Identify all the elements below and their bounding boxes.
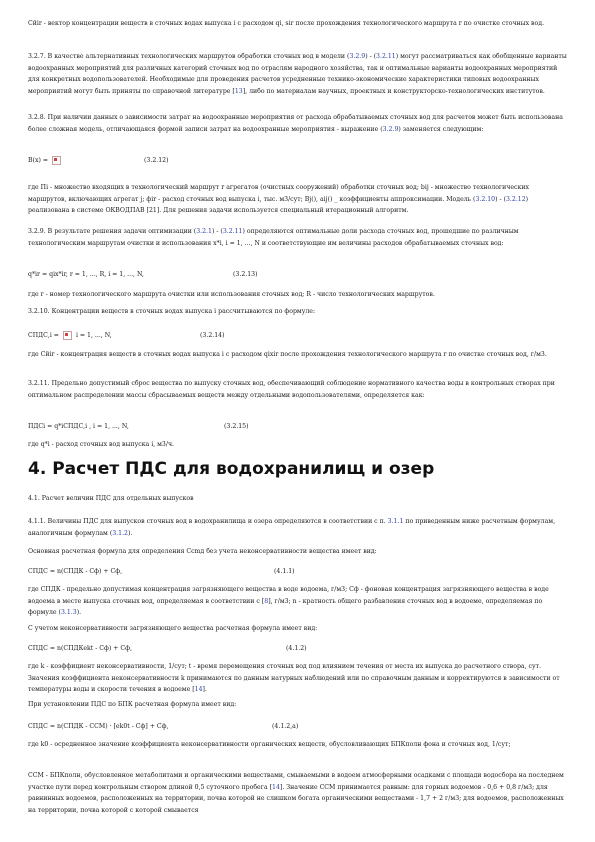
link-formula-3-2-9-b[interactable]: 3.2.9 [382, 125, 399, 133]
paragraph-3-2-8: 3.2.8. При наличии данных о зависимости затрат на водоохранные мероприятия от расхода обрабатываемых сточных вод для расчетов может быть использована более сложная модель, отличающаяся формой записи затрат на водоохранные мероприятия - выражение (3.2.9) заменяется следующим: [28, 114, 563, 133]
link-formula-3-2-12[interactable]: 3.2.12 [505, 195, 526, 203]
link-formula-3-2-10[interactable]: 3.2.10 [475, 195, 496, 203]
paragraph-k-coefficient: где k - коэффициент неконсервативности, 1/сут; t - время перемещения сточных вод под влиянием течения от места их выпуска до расчетного створа, сут. Значения коэффициента неконсервативности k принимаются по данным натурных наблюдений или по справочным данным и корректируются в зависимости от температуры воды и скорости течения в водоеме [14]. [28, 663, 560, 694]
equation-3-2-15: ПДСi = q*iСПДС,i , i = 1, ..., N, (3.2.15) [28, 423, 249, 430]
paragraph-bpk-intro: При установлении ПДС по БПК расчетная формула имеет вид: [28, 701, 237, 708]
paragraph-3-2-11: 3.2.11. Предельно допустимый сброс вещества по выпуску сточных вод, обеспечивающий соблюдение нормативного качества воды в контрольных створах при оптимальном распределении массы сбрасываемых веществ между отдельными водопользователями, определяется как: [28, 380, 555, 399]
section-heading-4: 4. Расчет ПДС для водохранилищ и озер [28, 459, 435, 479]
link-formula-3-1-2[interactable]: 3.1.2 [112, 529, 128, 537]
paragraph-nonconservative-intro: С учетом неконсервативности загрязняющего вещества расчетная формула имеет вид: [28, 625, 318, 632]
paragraph-basic-formula-intro: Основная расчетная формула для определения Сcmд без учета неконсервативности вещества имеет вид: [28, 548, 377, 555]
equation-3-2-12: B(x) = (3.2.12) [28, 157, 169, 164]
paragraph-discharge-definition: где q*i - расход сточных вод выпуска i, м3/ч. [28, 441, 175, 448]
link-formula-3-2-11-b[interactable]: 3.2.11 [222, 228, 243, 235]
paragraph-model-notation: где Пi - множество входящих в технологический маршрут r агрегатов (очистных сооружений) обработки сточных вод; bij - множество технологических маршрутов, включающих агрегат j; фir - расход сточных вод выпуска i, тыс. м3/сут; Bj(), aij() _ коэффициенты аппроксимации. Модель (3.2.10) - (3.2.12) реализована в системе ОКВОДПАВ [21]. Для решения задачи используется специальный итерационный алгоритм. [28, 184, 530, 215]
paragraph-3-2-10: 3.2.10. Концентрации веществ в сточных водах выпуска i рассчитываются по формуле: [28, 308, 316, 315]
equation-4-1-1: СПДС = n(СПДК - Сф) + Сф, (4.1.1) [28, 568, 295, 575]
paragraph-ccm-definition: ССМ - БПКполн, обусловленное метаболитами и органическими веществами, смываемыми в водоем атмосферными осадками с площади водосбора на последнем участке пути перед контрольным створом длиной 0,5 суточного пробега [14]. Значение ССМ принимается равным: для горных водоемов - 0,6 + 0,8 г/м3; для равнинных водоемов, расположенных на территории, почва которой не слишком богата органическими веществами - 1,7 + 2 г/м3; для водоемов, расположенных на территории, почва которой с которой смывается [28, 772, 564, 814]
formula-image-placeholder [52, 156, 61, 165]
link-reference-13[interactable]: 13 [234, 87, 243, 95]
paragraph-4-1-1: 4.1.1. Величины ПДС для выпусков сточных вод в водохранилища и озера определяются в соответствии с п. 3.1.1 по приведенным ниже расчетным формулам, аналогичным формулам (3.1.2). [28, 518, 556, 537]
equation-3-2-14: СПДС,i = i = 1, ..., N, (3.2.14) [28, 332, 225, 339]
paragraph-vector-definition: Сйіr - вектор концентрации веществ в сточных водах выпуска i с расходом qi, sir после прохождения технологического маршрута r по очистке сточных вод. [28, 20, 545, 27]
link-formula-3-1-3[interactable]: 3.1.3 [60, 609, 77, 617]
paragraph-route-definition: где r - номер технологического маршрута очистки или использования сточных вод; R - число технологических маршрутов. [28, 291, 435, 298]
link-reference-14[interactable]: 14 [194, 686, 203, 694]
link-formula-3-2-11[interactable]: 3.2.11 [376, 53, 396, 60]
formula-image-placeholder [63, 331, 72, 340]
link-section-3-1-1[interactable]: 3.1.1 [387, 518, 404, 525]
link-reference-8[interactable]: 8 [264, 597, 269, 605]
equation-3-2-13: q*ir = qix*ir, r = 1, ..., R, i = 1, ..., N, (3.2.13) [28, 271, 258, 278]
subsection-4-1-title: 4.1. Расчет величин ПДС для отдельных выпусков [28, 495, 194, 502]
equation-4-1-2: СПДС = n(СПДКekt - Сф) + Сф, (4.1.2) [28, 645, 307, 652]
paragraph-concentration-definition: где Сйіr - концентрация веществ в сточных водах выпуска i с расходом qixir после прохождения технологического маршрута r по очистке сточных вод, г/м3. [28, 351, 547, 358]
link-formula-3-2-9[interactable]: 3.2.9 [349, 53, 366, 60]
paragraph-spdk-definition: где СПДК - предельно допустимая концентрация загрязняющего вещества в воде водоема, г/м3; Сф - фоновая концентрация загрязняющего вещества в воде водоема в месте выпуска сточных вод, определяемая в соответствии с [8], г/м3; n - кратность общего разбавления сточных вод в водоеме, определяемая по формуле (3.1.3). [28, 586, 549, 617]
link-reference-14-b[interactable]: 14 [272, 783, 280, 791]
equation-4-1-2-a: СПДС = n(СПДК - ССМ) · [ek0t - Сф] + Сф, (4.1.2,а) [28, 723, 299, 730]
link-formula-3-2-1[interactable]: 3.2.1 [196, 228, 212, 235]
paragraph-3-2-9: 3.2.9. В результате решения задачи оптимизации (3.2.1) - (3.2.11) определяются оптимальные доли расхода сточных вод, прошедшие по различным технологическим маршрутам очистки и использования x*i, i = 1, ..., N и соответствующие им величины расходов обрабатываемых сточных вод: [28, 228, 519, 247]
paragraph-k0-definition: где k0 - осредненное значение коэффициента неконсервативности органических веществ, обусловливающих БПКполн фона и сточных вод, 1/сут; [28, 741, 511, 748]
paragraph-3-2-7: 3.2.7. В качестве альтернативных технологических маршрутов обработки сточных вод в модели (3.2.9) - (3.2.11) могут рассматриваться как обобщенные варианты водоохранных мероприятий для различных категорий сточных вод по отраслям народного хозяйства, так и оптимальные варианты водоохранных мероприятий для конкретных водопользователей. Необходимые для проведения расчетов усредненные технико-экономические характеристики типовых водоохранных мероприятий могут быть приняты по справочной литературе [13], либо по материалам научных, проектных и конструкторско-технологических институтов. [28, 53, 567, 95]
